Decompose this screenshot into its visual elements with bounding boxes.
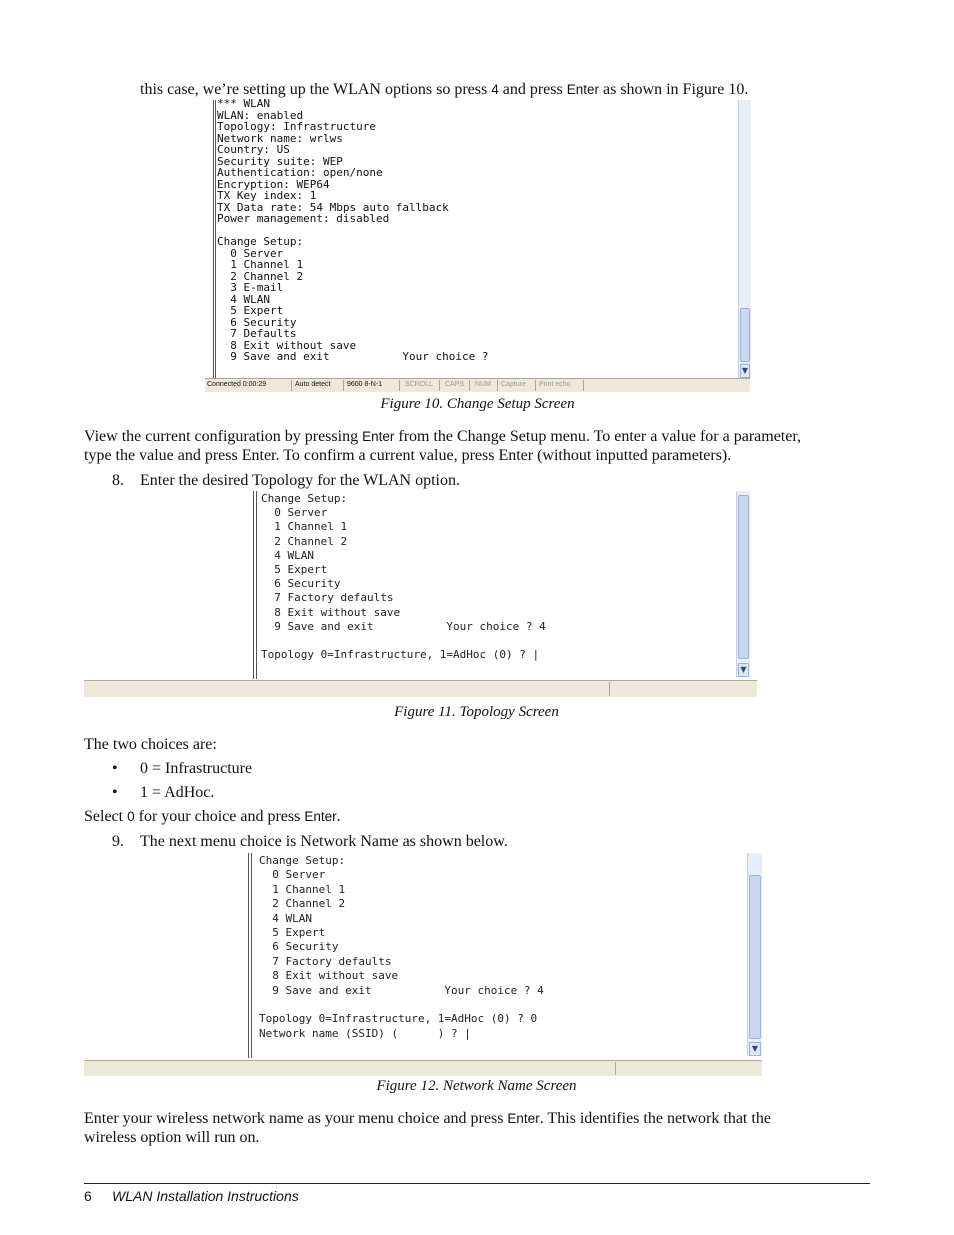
step-number: 9. (112, 833, 124, 850)
key-enter: Enter (507, 1111, 540, 1126)
terminal-output: Change Setup: 0 Server 1 Channel 1 2 Channel 2 4 WLAN 5 Expert 6 Security 7 Factory defaults 8 Exit without save 9 Save and exit Your choice ? 4 Topology 0=Infrastructure, 1=AdHoc (0) ? | (261, 492, 731, 676)
status-caps: CAPS (445, 381, 465, 388)
terminal-output: Change Setup: 0 Server 1 Channel 1 2 Channel 2 4 WLAN 5 Expert 6 Security 7 Factory defaults 8 Exit without save 9 Save and exit Your choice ? 4 Topology 0=Infrastructure, 1=AdHoc (0) ? 0 Network name (SSID) ( ) ? | (259, 854, 739, 1054)
list-item: • 1 = AdHoc. (112, 784, 215, 801)
scrollbar-thumb[interactable] (738, 495, 749, 659)
figure-11-screenshot (84, 491, 757, 697)
choices-list (112, 757, 252, 805)
status-bar (205, 378, 750, 392)
status-connected: Connected 0:00:29 (207, 381, 267, 388)
network-name-paragraph: Enter your wireless network name as your menu choice and press Enter. This identifies the network that the wireless option will run on. (84, 1110, 771, 1146)
scrollbar-thumb[interactable] (749, 875, 761, 1039)
scroll-down-arrow[interactable]: ▼ (738, 663, 749, 677)
figure-10-screenshot (205, 97, 750, 392)
status-print-echo: Print echo (539, 381, 571, 388)
key-enter: Enter (362, 429, 395, 444)
footer (84, 1188, 299, 1204)
status-port: 9600 8-N-1 (347, 381, 383, 388)
status-bar (84, 680, 757, 697)
scrollbar-thumb[interactable] (740, 308, 750, 362)
figure-11-caption: Figure 11. Topology Screen (394, 704, 559, 720)
status-capture: Capture (501, 381, 526, 388)
figure-12-screenshot (84, 853, 762, 1076)
step-8: 8. Enter the desired Topology for the WLAN option. (112, 472, 460, 489)
status-detect: Auto detect (295, 381, 331, 388)
page-number: 6 (84, 1188, 92, 1204)
footer-rule (84, 1183, 870, 1184)
vertical-scrollbar[interactable] (738, 100, 751, 378)
select-paragraph: Select 0 for your choice and press Enter. (84, 808, 341, 825)
key-enter: Enter (304, 809, 337, 824)
step-number: 8. (112, 472, 124, 489)
terminal-output: *** WLAN WLAN: enabled Topology: Infrastructure Network name: wrlws Country: US Security suite: WEP Authentication: open/none Encryption: WEP64 TX Key index: 1 TX Data rate: 54 Mbps auto fallback Power management: disabled Change Setup: 0 Server 1 Channel 1 2 Channel 2 3 E-mail 4 WLAN 5 Expert 6 Security 7 Defaults 8 Exit without save 9 Save and exit Your choice ? (217, 98, 737, 370)
status-scroll: SCROLL (405, 381, 434, 388)
view-config-paragraph: View the current configuration by pressing Enter from the Change Setup menu. To enter a value for a parameter, type the value and press Enter. To confirm a current value, press Enter (without inputted parameters). (84, 428, 802, 464)
status-bar (84, 1060, 762, 1076)
scroll-down-arrow[interactable]: ▼ (749, 1042, 761, 1056)
status-num: NUM (475, 381, 491, 388)
vertical-scrollbar[interactable] (736, 491, 750, 677)
scroll-down-arrow[interactable]: ▼ (740, 364, 750, 378)
choices-intro: The two choices are: (84, 736, 217, 753)
intro-paragraph: this case, we’re setting up the WLAN options so press 4 and press Enter as shown in Figure 10. (140, 81, 749, 98)
figure-10-caption: Figure 10. Change Setup Screen (380, 396, 575, 412)
key-0: 0 (127, 809, 135, 824)
document-title: WLAN Installation Instructions (112, 1188, 299, 1204)
figure-12-caption: Figure 12. Network Name Screen (376, 1078, 577, 1094)
vertical-scrollbar[interactable] (747, 853, 762, 1056)
key-4: 4 (491, 82, 499, 97)
key-enter: Enter (566, 82, 599, 97)
list-item: • 0 = Infrastructure (112, 760, 253, 777)
step-9: 9. The next menu choice is Network Name as shown below. (112, 833, 508, 850)
